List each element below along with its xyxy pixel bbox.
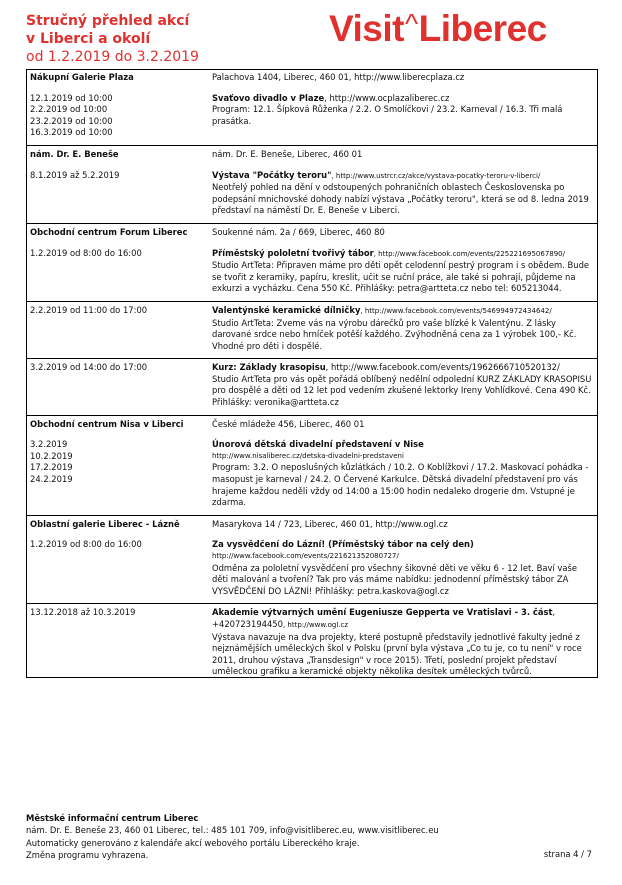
event-date: 23.2.2019 od 10:00 (30, 115, 113, 126)
event-row (26, 301, 598, 358)
venue-row (26, 145, 598, 169)
event-date: 16.3.2019 od 10:00 (30, 127, 113, 138)
event-dates (26, 93, 208, 146)
event-detail (208, 301, 598, 358)
title-line-2: v Liberci a okolí (26, 31, 151, 47)
event-row (26, 170, 598, 224)
event-description: Neotřelý pohled na dění v odstoupených pohraničních oblastech Československa po podepsání mnichovské dohody nabízí výstava „Počátky teroru", která se od 8. ledna 2019 představí na náměstí Dr. E. Beneše v Liberci. (212, 182, 589, 216)
venue-row (26, 223, 598, 247)
venue-address: nám. Dr. E. Beneše, Liberec, 460 01 (208, 145, 598, 169)
logo-caret: ^ (404, 8, 418, 39)
event-description: Studio ArtTeta: Připraven máme pro děti opět celodenní pestrý program i s obědem. Bude se tvořit z keramiky, papíru, kreslit, učit se ruční práce, ale také si pohrají, půjdeme na exkurzi a vycházku. Cena 550 Kč. Přihlášky: petra@artteta.cz nebo tel: 605213044. (212, 260, 590, 294)
event-detail (208, 539, 598, 603)
event-detail (208, 248, 598, 302)
venue-row (26, 415, 598, 439)
event-title: Svaťovo divadlo v Plaze (212, 92, 325, 103)
event-row (26, 359, 598, 415)
event-detail (208, 93, 598, 146)
footer-note: Změna programu vyhrazena. (26, 850, 149, 861)
footer-note: Automaticky generováno z kalendáře akcí webového portálu Libereckého kraje. (26, 837, 360, 848)
footer (26, 812, 439, 862)
event-description: Program: 12.1. Šípková Růženka / 2.2. O Smolíčkovi / 23.2. Karneval / 16.3. Tři malá prasátka. (212, 104, 563, 126)
footer-contact: nám. Dr. E. Beneše 23, 460 01 Liberec, tel.: 485 101 709, info@visitliberec.eu, www.visitliberec.eu (26, 825, 439, 836)
event-title: Výstava "Počátky teroru" (212, 169, 332, 180)
event-url[interactable]: http://www.facebook.com/events/221621352080727/ (212, 552, 399, 560)
event-date: 13.12.2018 až 10.3.2019 (26, 604, 208, 684)
venue-name: nám. Dr. E. Beneše (26, 145, 208, 169)
event-description: Program: 3.2. O neposlušných kůzlátkách / 10.2. O Koblížkovi / 17.2. Maskovací pohádka - masopust je karneval / 24.2. O Červené Karkulce. Dětská divadelní představení pro vás hrajeme každou neděli vždy od 14:00 a 15:00 hodin nedaleko drogerie dm. Vstupné je zdarma. (212, 462, 589, 508)
venue-address: Soukenné nám. 2a / 669, Liberec, 460 80 (208, 223, 598, 247)
venue-row (26, 69, 598, 93)
visit-liberec-logo (329, 8, 547, 50)
event-row (26, 439, 598, 515)
event-row (26, 604, 598, 684)
event-url[interactable]: , http://www.ogl.cz (282, 620, 349, 629)
event-url[interactable]: , http://www.ocplazaliberec.cz (324, 92, 450, 103)
event-title: Za vysvědčení do Lázní! (Příměstský tábor na celý den) (212, 539, 474, 550)
page-number: strana 4 / 7 (543, 849, 592, 859)
event-dates (26, 439, 208, 515)
venue-row (26, 515, 598, 539)
event-date: 2.2.2019 od 11:00 do 17:00 (26, 301, 208, 358)
venue-address: Masarykova 14 / 723, Liberec, 460 01, http://www.ogl.cz (208, 515, 598, 539)
event-description: Studio ArtTeta pro vás opět pořádá oblíbený nedělní odpolední KURZ ZÁKLADY KRASOPISU pro dospělé a děti od 12 let pod vedením zkušené lektorky Ireny Vohlídkové. Cena 490 Kč. Přihlášky: veronika@artteta.cz (212, 373, 592, 408)
logo-text-visit: Visit (329, 8, 404, 49)
event-date: 3.2.2019 (30, 439, 68, 450)
event-description: Odměna za pololetní vysvědčení pro všechny šikovné děti ve věku 6 - 12 let. Baví vaše děti malování a tvoření? Tak pro vás máme nabídku: jednodenní příměstský tábor ZA VYSVĚDČENÍ DO LÁZNÍ! Přihlášky: petra.kaskova@ogl.cz (212, 562, 578, 596)
event-date: 17.2.2019 (30, 462, 73, 473)
event-description: Studio ArtTeta: Zveme vás na výrobu dárečků pro vaše blízké k Valentýnu. Z lásky darované srdce nebo hrníček potěší každého. Zvýhodněná cena za 1 výrobek 100,- Kč. Vhodné pro děti i dospělé. (212, 317, 577, 351)
event-url[interactable]: , http://www.facebook.com/events/225221695067890/ (373, 249, 565, 258)
event-detail (208, 604, 598, 684)
event-date: 8.1.2019 až 5.2.2019 (30, 169, 120, 180)
venue-address: České mládeže 456, Liberec, 460 01 (208, 415, 598, 439)
report-title (26, 12, 199, 66)
event-date: 1.2.2019 od 8:00 do 16:00 (30, 539, 142, 550)
event-date: 12.1.2019 od 10:00 (30, 92, 113, 103)
events-table (26, 69, 598, 684)
event-detail (208, 359, 598, 415)
event-title: Kurz: Základy krasopisu (212, 362, 326, 373)
footer-org: Městské informační centrum Liberec (26, 813, 199, 823)
event-detail (208, 170, 598, 224)
venue-name: Nákupní Galerie Plaza (30, 72, 134, 82)
venue-name: Obchodní centrum Nisa v Liberci (26, 415, 208, 439)
title-line-1: Stručný přehled akcí (26, 13, 190, 29)
event-row (26, 539, 598, 603)
event-url[interactable]: http://www.nisaliberec.cz/detska-divadelni-predstaveni (212, 451, 404, 460)
event-description: Výstava navazuje na dva projekty, které postupně představily jednotlivé fakulty jedné z nejznámějších uměleckých škol v Polsku (první byla výstava „Co tu je, co tu není" v roce 2011, druhou výstava „Transdesign" v roce 2015). Třetí, poslední projekt představí uměleckou grafiku a keramické objekty několika desítek uměleckých tvůrců. (212, 631, 582, 677)
event-title: Valentýnské keramické dílničky (212, 304, 361, 315)
event-detail (208, 439, 598, 515)
event-title: Akademie výtvarných umění Eugeniusze Gepperta ve Vratislavi - 3. část (212, 607, 553, 618)
event-phone: , +420723194450 (212, 607, 556, 629)
event-row (26, 248, 598, 302)
logo-text-liberec: Liberec (418, 8, 547, 49)
event-date: 3.2.2019 od 14:00 do 17:00 (26, 359, 208, 415)
venue-address: Palachova 1404, Liberec, 460 01, http://www.liberecplaza.cz (212, 72, 465, 82)
event-title: Únorová dětská divadelní představení v Nise (212, 439, 424, 450)
event-date: 2.2.2019 od 10:00 (30, 104, 108, 115)
event-date: 10.2.2019 (30, 450, 73, 461)
event-row (26, 93, 598, 146)
event-date: 24.2.2019 (30, 474, 73, 485)
event-url[interactable]: , http://www.facebook.com/events/546994972434642/ (360, 306, 552, 315)
event-title: Příměstský pololetní tvořivý tábor (212, 247, 374, 258)
venue-name: Obchodní centrum Forum Liberec (26, 223, 208, 247)
event-url[interactable]: , http://www.ustrcr.cz/akce/vystava-pocatky-teroru-v-liberci/ (331, 171, 541, 180)
event-url[interactable]: , http://www.facebook.com/events/1962666710520132/ (325, 362, 560, 373)
venue-name: Oblastní galerie Liberec - Lázně (26, 515, 208, 539)
event-date: 1.2.2019 od 8:00 do 16:00 (30, 247, 142, 258)
date-range: od 1.2.2019 do 3.2.2019 (26, 49, 199, 65)
